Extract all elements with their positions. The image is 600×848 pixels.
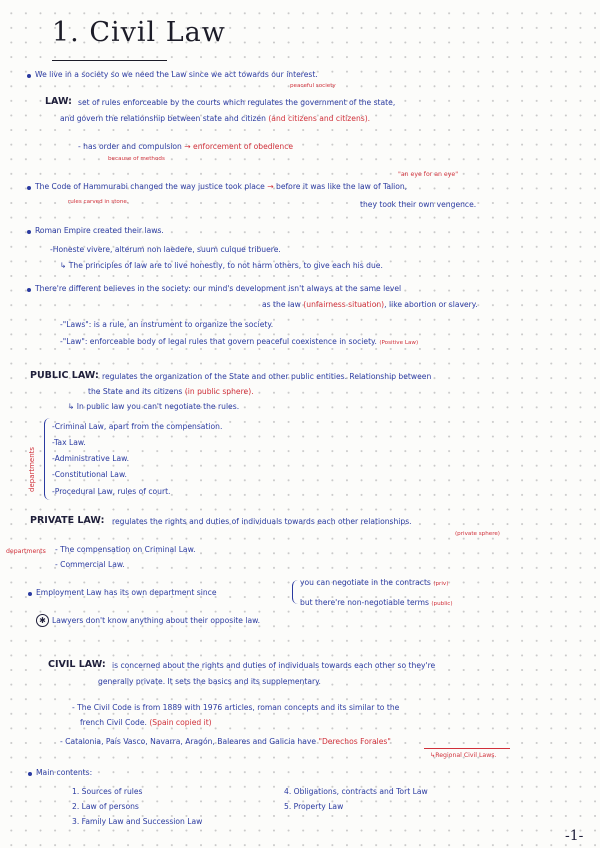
note-peaceful-society: peaceful society [290,83,336,89]
hammurabi-line [35,182,407,192]
public-law-def-2 [88,387,254,397]
principles-text: The principles of law are to live honestly, to not harm others, to give each his due. [68,261,383,270]
contents-item: 5. Property Law [284,802,344,811]
bullet [27,74,31,78]
order-text: - has order and compulsion [78,142,182,151]
principles-line: ↳ The principles of law are to live honestly, to not harm others, to give each his due. [60,261,383,270]
civil-law-def-2: generally private. It sets the basics and its supplementary. [98,677,321,686]
bullet [27,186,31,190]
public-item: -Procedural Law, rules of court. [52,487,171,496]
public-item: -Administrative Law. [52,454,130,463]
regional-civil-laws: ↳Regional Civil Laws. [430,752,497,759]
laws-rule-line: -"Laws": is a rule, an instrument to organize the society. [60,320,274,329]
believes-line-1: There're different believes in the society: our mind's development isn't always at the same level [35,284,402,293]
private-item: - Commercial Law. [55,560,125,569]
civil-code-1: - The Civil Code is from 1889 with 1976 articles, roman concepts and its similar to the [72,703,400,712]
contents-item: 1. Sources of rules [72,787,143,796]
private-departments-label: departments [6,548,46,555]
public-departments-label: departments [28,446,36,492]
employment-option-a-note: (priv) [433,581,449,587]
public-negotiate-line: ↳ In public law you can't negotiate the rules. [68,402,240,411]
stone-note: rules carved in stone. [68,199,129,205]
public-def-text: the State and its citizens [88,387,183,396]
law-definition-2-text: and govern the relationship between state and citizen [60,114,266,123]
bullet [28,772,32,776]
contents-item: 4. Obligations, contracts and Tort Law [284,787,428,796]
believes-note: (unfairness situation) [303,300,385,309]
derechos-forales-underline [424,748,510,749]
public-law-heading: PUBLIC LAW: [30,370,99,381]
employment-option-a: you can negotiate in the contracts (priv) [300,578,449,587]
public-departments-brace [44,418,51,500]
contents-item: 3. Family Law and Succession Law [72,817,203,826]
order-note: enforcement of obedience [193,142,294,151]
civil-law-def-1: is concerned about the rights and duties of individuals towards each other so they're [112,661,436,670]
employment-option-b-note: (public) [431,601,453,607]
page-title: 1. Civil Law [52,17,226,48]
law-body-note: (Positive Law) [379,340,419,346]
employment-option-b: but there're non-negotiable terms (public) [300,598,453,607]
roman-empire-line: Roman Empire created their laws. [35,226,164,235]
eye-quote: "an eye for an eye" [398,171,459,178]
public-law-def-1: regulates the organization of the State and other public entities. Relationship between [102,372,432,381]
law-body-line [60,337,418,348]
title-underline [52,60,167,61]
bullet [28,592,32,596]
regions-line: - Catalonia, País Vasco, Navarra, Aragón, Baleares and Galicia have "Derechos Forales" [60,737,391,746]
vengence-line: they took their own vengence. [360,200,477,209]
private-item: - The compensation on Criminal Law. [55,545,196,554]
order-sub-note: because of methods [108,156,165,162]
order-line [78,142,293,152]
believes-text: as the law [262,300,301,309]
lawyers-note: Lawyers don't know anything about their opposite law. [52,616,261,625]
page-number: -1- [565,828,584,844]
public-item: -Criminal Law, apart from the compensation. [52,422,223,431]
public-def-note: (in public sphere). [184,387,254,396]
arrow: → [267,182,274,191]
employment-brace [292,580,299,604]
public-item: -Constitutional Law. [52,470,127,479]
law-body-text: -"Law": enforceable body of legal rules that govern peaceful coexistence in society. [60,337,377,346]
law-term: LAW: [45,96,72,107]
hammurabi-cont: before it was like the law of Talion, [276,182,408,191]
public-item: -Tax Law. [52,438,86,447]
star-icon: ✱ [36,614,49,627]
main-contents-label: Main contents: [36,768,93,777]
private-law-heading: PRIVATE LAW: [30,515,105,526]
bullet [27,230,31,234]
private-law-note: (private sphere) [455,531,500,537]
latin-principle: -Honeste vivere, alterum non laedere, suum cuique tribuere. [50,245,281,254]
law-definition-1: set of rules enforceable by the courts which regulates the government of the state, [78,98,396,107]
hammurabi-text: The Code of Hammurabi changed the way justice took place [35,182,265,191]
private-law-def: regulates the rights and duties of individuals towards each other relationships. [112,517,412,526]
law-definition-2 [60,114,370,124]
believes-line-2 [262,300,478,310]
civil-code-note: (Spain copied it) [149,718,212,727]
contents-item: 2. Law of persons [72,802,139,811]
society-line: We live in a society so we need the Law since we act towards our interest. [35,70,318,79]
law-definition-2-note: (and citizens and citizens). [268,114,371,123]
civil-code-2: french Civil Code. (Spain copied it) [80,718,212,727]
derechos-forales: "Derechos Forales" [318,737,391,746]
employment-line: Employment Law has its own department since [36,588,217,597]
civil-law-heading: CIVIL LAW: [48,659,106,670]
public-negotiate-text: In public law you can't negotiate the rules. [76,402,240,411]
believes-end: , like abortion or slavery. [384,300,478,309]
bullet [27,288,31,292]
order-arrow: → [184,142,194,151]
